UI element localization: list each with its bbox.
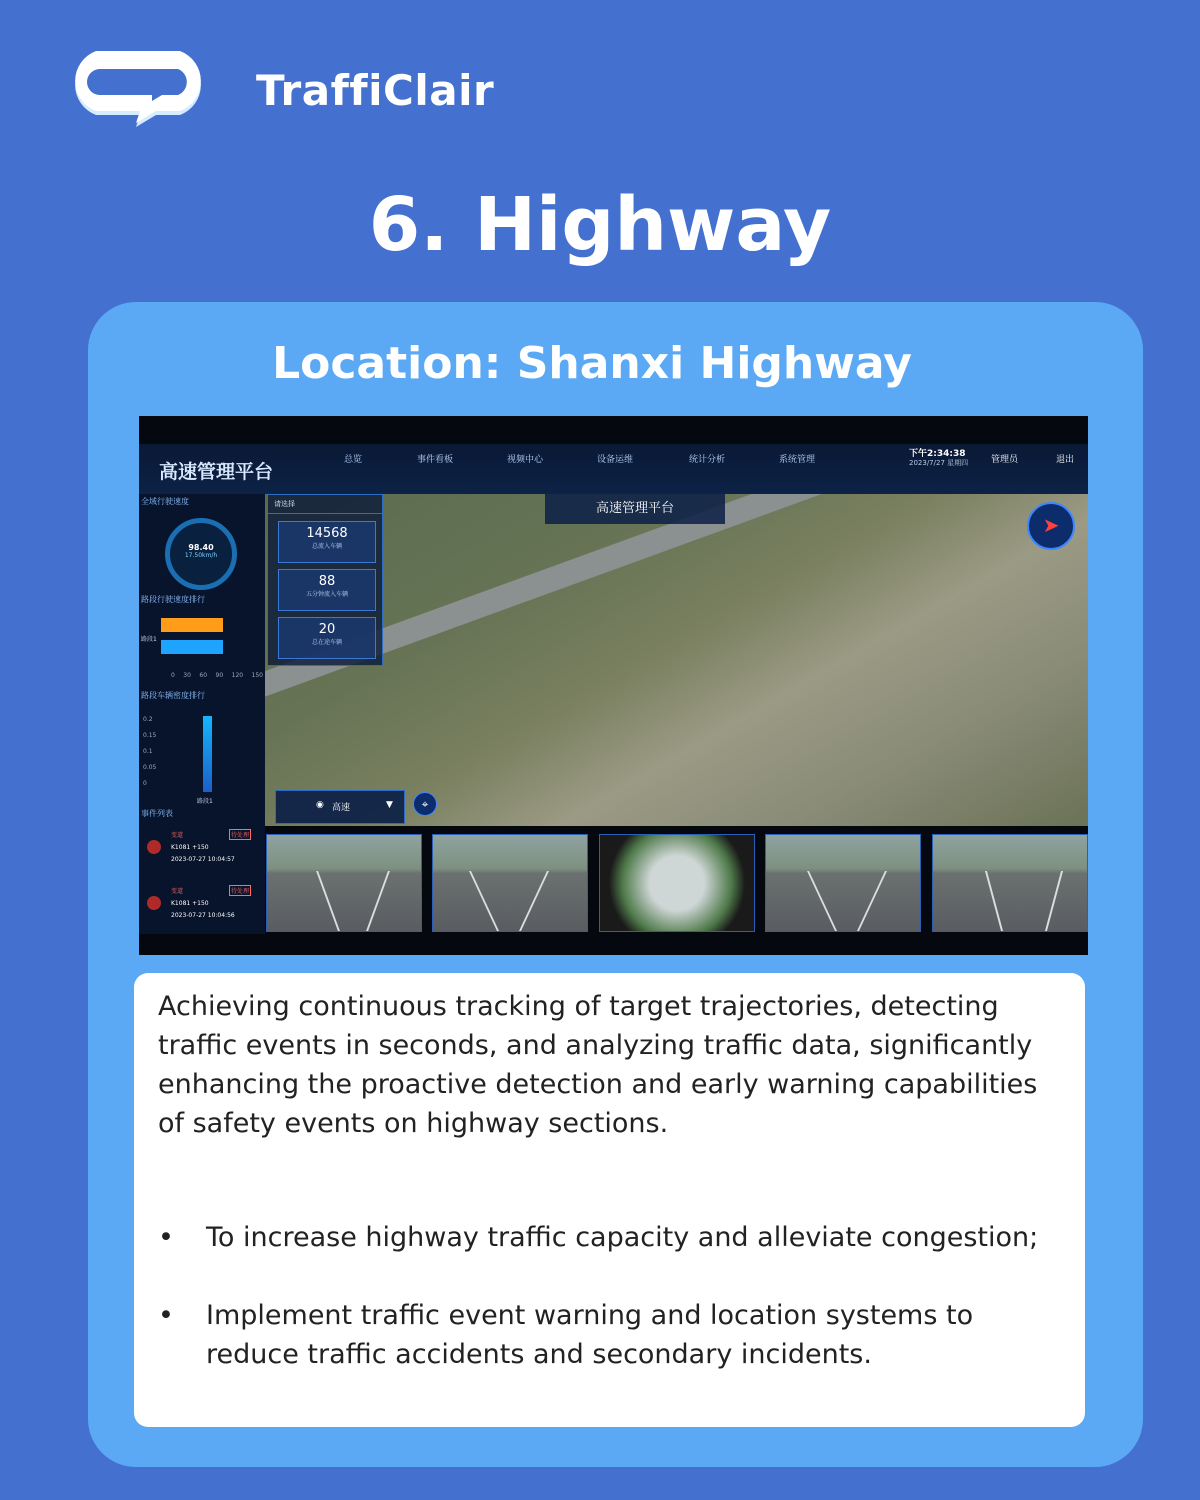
map-search-control[interactable] (275, 790, 405, 824)
dropdown-icon[interactable]: ▼ (386, 800, 393, 810)
description-box (134, 973, 1085, 1427)
speed-axis (171, 672, 263, 679)
segment-speed-bar-b (161, 640, 223, 654)
camera-thumbnail[interactable] (765, 834, 921, 932)
speed-tick: 150 (251, 672, 263, 679)
event-status: 待处理 (229, 829, 251, 840)
nav-event-board[interactable]: 事件看板 (417, 455, 454, 465)
stat-total-inflow (278, 521, 376, 563)
density-tick: 0.2 (143, 716, 153, 723)
stat-in-transit (278, 617, 376, 659)
segment-speed-bar-a (161, 618, 223, 632)
lane-marking (469, 871, 499, 931)
page-title: 6. Highway (368, 182, 832, 268)
dashboard-title: 高速管理平台 (159, 461, 274, 483)
segment-select[interactable]: 请选择 (268, 495, 382, 514)
gauge-value: 98.40 (188, 543, 214, 552)
camera-feeds (266, 834, 1088, 934)
lane-marking (807, 871, 837, 931)
stat-value: 20 (318, 622, 336, 637)
date: 2023/7/27 星期四 (909, 459, 969, 467)
dashboard-topbar (139, 444, 1088, 495)
satellite-map[interactable] (265, 494, 1088, 826)
location-heading: Location: Shanxi Highway (272, 338, 912, 389)
density-tick: 0 (143, 780, 147, 787)
clock: 下午2:34:38 (909, 449, 966, 459)
camera-thumbnail[interactable] (932, 834, 1088, 932)
speed-tick: 30 (183, 672, 191, 679)
bullet-item: To increase highway traffic capacity and alleviate congestion; (206, 1222, 1039, 1253)
density-label: 路段1 (197, 798, 213, 805)
density-tick: 0.05 (143, 764, 157, 771)
trafficlair-logo-icon (60, 49, 220, 131)
stat-value: 88 (318, 574, 336, 589)
locate-icon[interactable]: ⌖ (413, 792, 437, 816)
events-section-title: 事件列表 (141, 809, 173, 818)
event-time: 2023-07-27 10:04:57 (171, 856, 235, 863)
event-time: 2023-07-27 10:04:56 (171, 912, 235, 919)
stats-panel (267, 494, 383, 666)
alert-icon (147, 896, 161, 910)
camera-thumbnail[interactable] (432, 834, 588, 932)
speed-tick: 120 (231, 672, 244, 679)
stat-label: 总流入车辆 (311, 543, 342, 550)
lane-marking (519, 871, 549, 931)
nav-system[interactable]: 系统管理 (779, 455, 816, 465)
nav-video-center[interactable]: 视频中心 (507, 455, 544, 465)
dashboard-screenshot (139, 416, 1088, 955)
speed-section-title: 全域行驶速度 (141, 497, 189, 506)
lane-marking (857, 871, 887, 931)
event-type: 变道 (171, 832, 184, 839)
map-search-value: 高速 (332, 803, 351, 813)
segment-label: 路段1 (141, 636, 157, 643)
density-axis (143, 712, 156, 792)
highway-road (265, 494, 1088, 705)
lane-marking (366, 871, 390, 931)
compass-icon[interactable]: ➤ (1027, 502, 1075, 550)
description-paragraph: Achieving continuous tracking of target trajectories, detecting traffic events in seconds, and analyzing traffic data, significantly enhancing the proactive detection and early warning capabilities of safety events on highway sections. (158, 991, 1038, 1139)
nav-statistics[interactable]: 统计分析 (689, 455, 726, 465)
event-location: K1081 +150 (171, 844, 209, 851)
density-tick: 0.15 (143, 732, 157, 739)
left-panel (139, 494, 265, 934)
speed-tick: 60 (199, 672, 208, 679)
alert-icon (147, 840, 161, 854)
lane-marking (1045, 871, 1063, 931)
lane-marking (316, 871, 340, 931)
speed-tick: 0 (171, 672, 175, 679)
density-section-title: 路段车辆密度排行 (141, 691, 205, 700)
stat-label: 五分钟流入车辆 (305, 591, 348, 598)
speed-gauge (165, 518, 237, 590)
bullet-item: Implement traffic event warning and location systems to reduce traffic accidents and secondary incidents. (206, 1300, 974, 1370)
map-title: 高速管理平台 (545, 494, 725, 524)
density-bar (203, 716, 212, 792)
event-location: K1081 +150 (171, 900, 209, 907)
stat-value: 14568 (306, 526, 348, 541)
camera-thumbnail[interactable] (266, 834, 422, 932)
camera-thumbnail-fisheye[interactable] (599, 834, 755, 932)
stat-five-minute-inflow (278, 569, 376, 611)
user-menu[interactable]: 管理员 (991, 455, 1019, 465)
speed-tick: 90 (215, 672, 224, 679)
nav-device-ops[interactable]: 设备运维 (597, 455, 634, 465)
location-pin-icon: ◉ (316, 800, 324, 810)
gauge-sub: 17.50km/h (184, 552, 218, 559)
brand-name: TraffiClair (256, 65, 495, 115)
bullet-marker: • (158, 1222, 174, 1253)
event-item[interactable] (141, 884, 261, 934)
segment-speed-title: 路段行驶速度排行 (141, 595, 205, 604)
stat-label: 总在途车辆 (311, 639, 342, 646)
event-status: 待处理 (229, 885, 251, 896)
event-item[interactable] (141, 828, 261, 878)
brand (60, 50, 494, 130)
event-type: 变道 (171, 888, 184, 895)
bullet-marker: • (158, 1300, 174, 1331)
nav-overview[interactable]: 总览 (344, 455, 363, 465)
density-tick: 0.1 (143, 748, 153, 755)
lane-marking (985, 871, 1003, 931)
exit-button[interactable]: 退出 (1056, 455, 1075, 465)
